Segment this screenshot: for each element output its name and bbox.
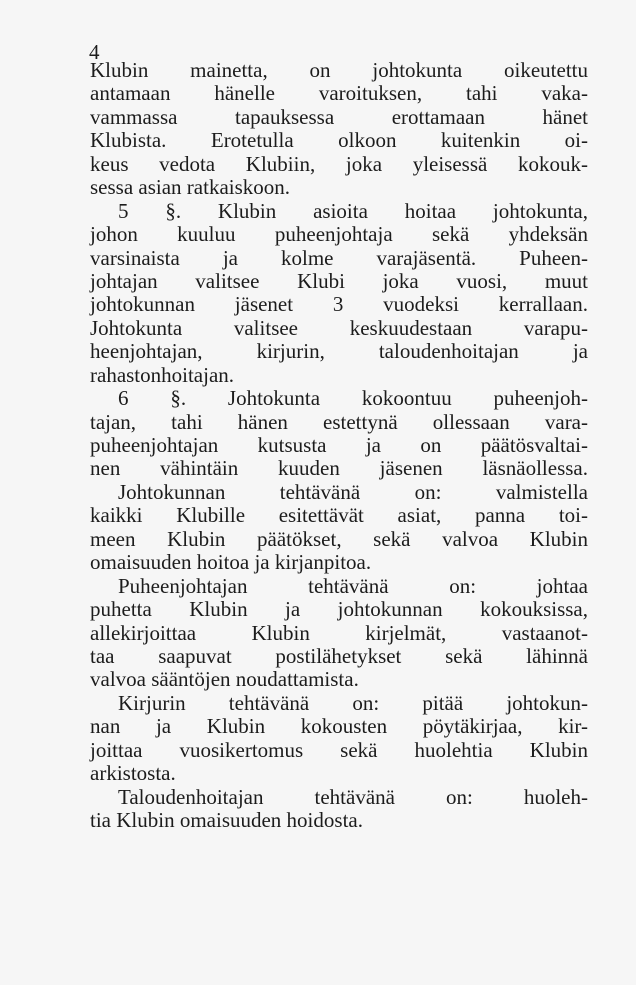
text-line: heenjohtajan, kirjurin, taloudenhoitajan ja [90,339,588,364]
section-5-start: 5 §. Klubin asioita hoitaa johtokunta, [118,198,588,223]
text-line: johtokunnan jäsenet 3 vuodeksi kerrallaan. [90,292,588,317]
text-line: nan ja Klubin kokousten pöytäkirjaa, kir- [90,714,588,739]
text-line: puheenjohtajan kutsusta ja on päätösvaltai- [90,433,588,457]
text-line: varsinaista ja kolme varajäsentä. Puheen- [90,245,588,270]
text-line: johtajan valitsee Klubi joka vuosi, muut [90,268,588,293]
text-line: arkistosta. [90,761,176,786]
text-line: Kirjurin tehtävänä on: pitää johtokun- [118,690,588,715]
text-line: kaikki Klubille esitettävät asiat, panna toi- [90,503,588,528]
body-text [90,59,588,832]
text-line: puhetta Klubin ja johtokunnan kokouksissa, [90,597,588,622]
text-line: taa saapuvat postilähetykset sekä lähinnä [90,643,588,668]
text-line: Johtokunta valitsee keskuudestaan varapu- [90,315,588,340]
text-line: tajan, tahi hänen estettynä ollessaan vara- [90,409,588,434]
page-number: 4 [89,40,100,64]
text-line: omaisuuden hoitoa ja kirjanpitoa. [90,550,372,575]
text-line: rahastonhoitajan. [90,362,235,387]
text-line: Klubista. Erotetulla olkoon kuitenkin oi- [90,128,588,153]
text-line: johon kuuluu puheenjohtaja sekä yhdeksän [90,222,588,247]
text-line: meen Klubin päätökset, sekä valvoa Klubin [90,526,588,551]
text-line: joittaa vuosikertomus sekä huolehtia Klubin [90,737,588,762]
text-line: valvoa sääntöjen noudattamista. [90,667,359,692]
text-line: allekirjoittaa Klubin kirjelmät, vastaanot- [90,620,588,645]
text-line: Johtokunnan tehtävänä on: valmistella [118,479,588,504]
text-line: Taloudenhoitajan tehtävänä on: huoleh- [118,784,588,809]
text-line: sessa asian ratkaiskoon. [90,175,291,200]
section-6-start: 6 §. Johtokunta kokoontuu puheenjoh- [118,386,588,411]
text-line: nen vähintäin kuuden jäsenen läsnäollessa. [90,456,588,481]
text-line: Klubin mainetta, on johtokunta oikeutettu [90,58,588,82]
text-line: antamaan hänelle varoituksen, tahi vaka- [90,81,588,106]
text-line: vammassa tapauksessa erottamaan hänet [90,104,588,129]
text-line: tia Klubin omaisuuden hoidosta. [90,808,363,832]
text-line: keus vedota Klubiin, joka yleisessä kokouk- [90,151,588,176]
text-line: Puheenjohtajan tehtävänä on: johtaa [118,573,588,598]
